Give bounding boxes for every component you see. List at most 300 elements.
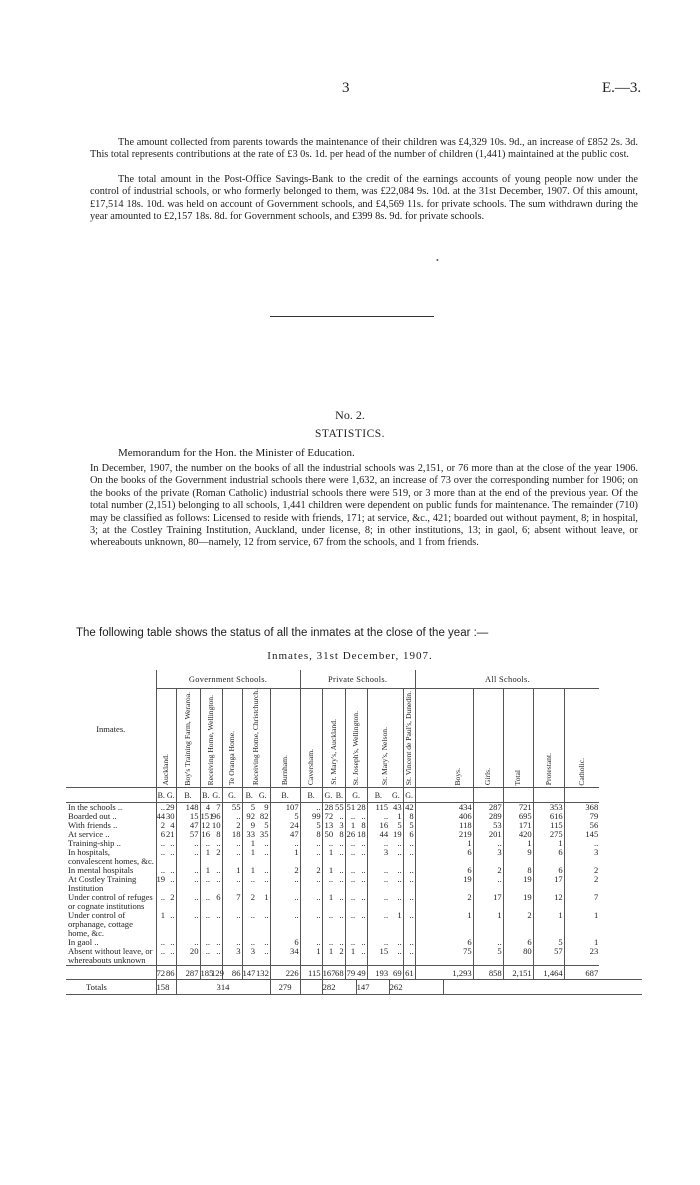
table-cell: .. (403, 911, 415, 938)
table-cell: 29 (166, 802, 175, 813)
table-cell: 19 (443, 875, 473, 893)
table-cell: .. (403, 938, 415, 947)
table-cell: .. (166, 875, 176, 893)
print-speck: • (436, 256, 439, 265)
table-row (66, 848, 642, 866)
table-cell: .. (211, 938, 222, 947)
table-cell: 42 (403, 803, 415, 813)
table-cell: 1 (533, 839, 564, 848)
table-cell: 7 (222, 893, 242, 911)
table-cell: .. (403, 947, 415, 966)
table-cell: .. (176, 839, 200, 848)
table-cell: 3 (383, 847, 389, 858)
row-label: With friends .. (66, 821, 156, 830)
table-cell: 287 (473, 803, 503, 813)
row-label: In hospitals, convalescent homes, &c. (66, 848, 156, 866)
table-cell: .. (328, 838, 334, 849)
row-label: Training-ship .. (66, 839, 156, 848)
table-cell: 18 (222, 830, 242, 839)
table-cell: .. (205, 892, 210, 903)
table-cell: 107 (270, 803, 300, 813)
table-cell: 275 (533, 830, 564, 839)
table-cell: 47 (270, 830, 300, 839)
table-cell: .. (389, 938, 403, 947)
table-row (66, 875, 642, 893)
table-cell: 6 (503, 938, 533, 947)
row-label: Under control of orphanage, cottage home, &c. (66, 911, 156, 938)
col-st-vincent: St. Vincent de Paul's, Dunedin. (403, 689, 415, 788)
table-cell: 6 (160, 829, 165, 840)
table-cell: 1 (270, 848, 300, 866)
table-cell: .. (356, 947, 367, 966)
table-cell: .. (350, 838, 356, 849)
table-cell: 3 (334, 821, 345, 830)
table-cell: 2 (211, 848, 222, 866)
table-cell: .. (383, 838, 389, 849)
table-cell: 8 (300, 830, 322, 839)
table-cell: .. (222, 812, 242, 821)
table-cell: 8 (356, 821, 367, 830)
table-cell: 1 (473, 911, 503, 938)
table-cell: .. (270, 911, 300, 938)
table-cell: .. (473, 839, 503, 848)
table-cell: 1 (533, 911, 564, 938)
row-label: In mental hospitals (66, 866, 156, 875)
table-cell: 1 (250, 865, 255, 876)
col-st-josephs: St. Joseph's, Wellington. (345, 689, 367, 788)
table-cell: .. (176, 938, 200, 947)
table-cell: 57 (176, 830, 200, 839)
table-cell: .. (300, 911, 322, 938)
table-cell: 721 (503, 803, 533, 813)
table-cell: 3 (222, 947, 242, 966)
table-cell: .. (176, 875, 200, 893)
col-st-marys-auckland: St. Mary's, Auckland. (322, 689, 345, 788)
table-cell: 10 (211, 820, 221, 831)
table-cell: .. (166, 911, 176, 938)
row-label: Absent without leave, or whereabouts unknown (66, 947, 156, 966)
table-cell: .. (356, 866, 367, 875)
table-cell: 1 (350, 946, 356, 957)
private-schools-header: Private Schools. (300, 670, 415, 689)
paragraph-parent-contributions: The amount collected from parents towards the maintenance of their children was £4,329 10s. 9d., an increase of £852 2s. 3d. This total represents contributions at the rate of £3 0s. 1d. per head of the number of children (1,441) maintained at the public cost. (90, 137, 638, 161)
table-cell: 72 (324, 811, 334, 822)
table-cell: 30 (166, 811, 175, 822)
table-cell: .. (270, 893, 300, 911)
table-cell: .. (328, 910, 334, 921)
table-cell: 5 (256, 821, 270, 830)
table-cell: 47 (176, 821, 200, 830)
table-cell: 1 (160, 910, 165, 921)
table-cell: 1 (250, 847, 255, 858)
table-cell: 1 (443, 839, 473, 848)
table-cell: .. (356, 893, 367, 911)
table-cell: 6 (211, 893, 222, 911)
table-cell: .. (222, 938, 242, 947)
table-cell: .. (350, 811, 356, 822)
table-cell: .. (350, 865, 356, 876)
table-cell: .. (160, 892, 165, 903)
row-label: In the schools .. (66, 803, 156, 813)
table-cell: .. (403, 875, 415, 893)
table-cell: .. (389, 848, 403, 866)
table-cell: .. (250, 874, 255, 885)
table-cell: .. (383, 892, 389, 903)
col-weraroa: Boy's Training Farm, Weraroa. (176, 689, 200, 788)
totals-row-combined: Totals 158 314 279 282 147 262 (66, 980, 642, 995)
table-cell: .. (166, 938, 176, 947)
table-cell: 82 (256, 812, 270, 821)
table-row (66, 893, 642, 911)
table-cell: 219 (443, 830, 473, 839)
table-cell: .. (222, 848, 242, 866)
col-receiving-wellington: Receiving Home, Wellington. (200, 689, 222, 788)
table-cell: 8 (211, 830, 222, 839)
inmates-header: Inmates. (66, 670, 156, 788)
table-cell: .. (356, 938, 367, 947)
table-cell: 18 (357, 829, 366, 840)
table-cell: .. (211, 875, 222, 893)
table-cell: 2 (593, 865, 599, 876)
table-cell: .. (300, 875, 322, 893)
table-cell: .. (256, 839, 270, 848)
table-cell: 1 (503, 839, 533, 848)
section-number: No. 2. (335, 408, 365, 422)
table-cell: 406 (443, 812, 473, 821)
table-cell: 6 (270, 938, 300, 947)
row-label: At service .. (66, 830, 156, 839)
table-cell: 2 (593, 874, 599, 885)
table-cell: 6 (403, 830, 415, 839)
table-cell: 1 (350, 820, 356, 831)
table-cell: 16 (201, 829, 210, 840)
table-cell: .. (160, 937, 165, 948)
table-cell: .. (300, 938, 322, 947)
col-protestant: Protestant. (533, 689, 564, 788)
table-cell: .. (473, 875, 503, 893)
table-cell: 434 (443, 803, 473, 813)
table-cell: 1 (205, 847, 210, 858)
table-cell: 2 (166, 893, 176, 911)
table-cell: 145 (585, 829, 599, 840)
table-cell: 43 (389, 803, 403, 813)
table-cell: .. (166, 866, 176, 875)
table-cell: .. (211, 911, 222, 938)
table-cell: 5 (270, 812, 300, 821)
table-cell: 19 (389, 830, 403, 839)
table-cell: 96 (211, 811, 221, 822)
table-cell: 6 (443, 866, 473, 875)
table-cell: 4 (166, 821, 176, 830)
table-cell: 1 (389, 812, 403, 821)
table-cell: 171 (503, 821, 533, 830)
table-cell: 51 (346, 802, 356, 813)
col-boys: Boys. (443, 689, 473, 788)
table-cell: .. (176, 848, 200, 866)
table-cell: .. (205, 838, 210, 849)
table-cell: .. (389, 866, 403, 875)
table-cell: 5 (250, 802, 255, 813)
table-cell: .. (256, 911, 270, 938)
table-cell: .. (403, 893, 415, 911)
row-label: In gaol .. (66, 938, 156, 947)
table-cell: 2 (222, 821, 242, 830)
table-cell: .. (334, 839, 345, 848)
table-cell: 2 (443, 893, 473, 911)
table-cell: 3 (473, 848, 503, 866)
table-cell: 99 (300, 812, 322, 821)
col-catholic: Catholic. (577, 757, 587, 786)
table-cell: 1 (250, 838, 255, 849)
table-cell: 35 (256, 830, 270, 839)
table-cell: 2 (334, 947, 345, 966)
table-cell: .. (250, 937, 255, 948)
table-cell: .. (300, 803, 322, 813)
col-auckland: Auckland. (156, 689, 176, 788)
sex-subheader-row: B. G. B. B. G. G. B. G. B. B. G. B. G. B. G. G. (66, 788, 642, 803)
table-cell: 368 (585, 802, 599, 813)
table-cell: .. (334, 911, 345, 938)
table-cell: .. (300, 893, 322, 911)
table-cell: 55 (222, 803, 242, 813)
table-cell: .. (176, 893, 200, 911)
table-cell: .. (356, 875, 367, 893)
table-cell: .. (356, 812, 367, 821)
table-cell: 53 (473, 821, 503, 830)
col-burnham: Burnham. (270, 689, 300, 788)
table-cell: 1 (443, 911, 473, 938)
table-cell: 17 (473, 893, 503, 911)
table-cell: 8 (334, 830, 345, 839)
table-cell: 353 (533, 803, 564, 813)
table-cell: 80 (503, 947, 533, 966)
table-cell: 92 (246, 811, 255, 822)
table-cell: .. (334, 848, 345, 866)
table-cell: 20 (176, 947, 200, 966)
table-cell: 6 (443, 848, 473, 866)
table-cell: 2 (270, 866, 300, 875)
table-cell: .. (166, 947, 176, 966)
table-cell: .. (403, 866, 415, 875)
table-cell: 15 (379, 946, 389, 957)
table-cell: .. (334, 812, 345, 821)
table-cell: 118 (443, 821, 473, 830)
table-row (66, 947, 642, 966)
table-cell: 7 (211, 803, 222, 813)
table-cell: .. (222, 875, 242, 893)
table-cell: 115 (533, 821, 564, 830)
table-cell: 9 (250, 820, 255, 831)
table-cell: 695 (503, 812, 533, 821)
totals-label: Totals (66, 980, 156, 995)
table-cell: 1 (389, 911, 403, 938)
table-cell: 3 (250, 946, 255, 957)
table-cell: 148 (176, 803, 200, 813)
table-cell: 1 (593, 937, 599, 948)
table-body (66, 803, 642, 966)
table-cell: .. (383, 811, 389, 822)
inmates-table (66, 670, 642, 995)
totals-row-detail: 72 86 287 185 129 86 147 132 226 115 167 68 79 49 193 69 61 1,293 858 2,151 1,464 687 (66, 966, 642, 980)
table-cell: 23 (589, 946, 599, 957)
table-cell: 16 (379, 820, 389, 831)
table-cell: 44 (156, 811, 166, 822)
table-cell: 1 (222, 866, 242, 875)
table-cell: 17 (533, 875, 564, 893)
table-cell: .. (389, 875, 403, 893)
table-cell: .. (166, 848, 176, 866)
table-cell: 28 (324, 802, 334, 813)
table-cell: 616 (533, 812, 564, 821)
group-header-row (66, 670, 642, 689)
table-cell: .. (176, 911, 200, 938)
table-cell: .. (160, 838, 165, 849)
table-cell: 5 (473, 947, 503, 966)
col-total: Total (503, 689, 533, 788)
table-cell: .. (160, 847, 165, 858)
table-cell: .. (222, 911, 242, 938)
table-cell: .. (350, 874, 356, 885)
table-cell: 19 (503, 875, 533, 893)
col-st-marys-nelson: St. Mary's, Nelson. (367, 689, 403, 788)
table-cell: .. (383, 874, 389, 885)
table-cell: .. (383, 910, 389, 921)
table-cell: 201 (473, 830, 503, 839)
table-cell: .. (270, 839, 300, 848)
table-cell: 151 (200, 811, 214, 822)
table-cell: 5 (403, 821, 415, 830)
table-cell: .. (350, 937, 356, 948)
table-cell: 1 (300, 947, 322, 966)
table-cell: 28 (357, 802, 366, 813)
table-cell: 1 (328, 946, 334, 957)
table-cell: 44 (379, 829, 389, 840)
table-cell: .. (356, 839, 367, 848)
table-cell: 1 (328, 847, 334, 858)
table-cell: 5 (300, 821, 322, 830)
table-cell: .. (300, 848, 322, 866)
row-label: Under control of refuges or cognate institutions (66, 893, 156, 911)
col-girls: Girls. (473, 689, 503, 788)
statistics-paragraph: In December, 1907, the number on the books of all the industrial schools was 2,151, or 76 more than at the close of the year 1906. On the books of the Government industrial schools there were 1,632, an increase of 73 over the corresponding number for 1906; on the books of the private (Roman Catholic) industrial schools there were 519, or 3 more than at the end of the previous year. Of the total number (2,151) belonging to all schools, 1,441 children were dependent on public funds for maintenance. The remainder (710) may be classified as follows: Licensed to reside with friends, 171; at service, &c., 421; boarded out without payment, 8; in hospital, 3; at the Costley Training Institution, Auckland, under license, 8; in other institutions, 13; in gaol, 6; absent without leave, or whereabouts unknown, 80—namely, 12 from service, 67 from the schools, and 1 from friends. (90, 463, 638, 549)
table-cell: 6 (533, 848, 564, 866)
table-cell: 55 (335, 802, 344, 813)
table-cell: .. (473, 938, 503, 947)
section-divider (270, 316, 434, 317)
table-cell: 1 (328, 865, 334, 876)
table-cell: .. (256, 947, 270, 966)
table-cell: .. (160, 946, 165, 957)
table-cell: 24 (270, 821, 300, 830)
table-cell: .. (300, 839, 322, 848)
table-cell: 57 (533, 947, 564, 966)
table-cell: .. (350, 847, 356, 858)
row-label: At Costley Training Institution (66, 875, 156, 893)
table-cell: .. (205, 910, 210, 921)
table-cell: 19 (156, 874, 166, 885)
table-cell: .. (211, 866, 222, 875)
table-cell: 9 (256, 803, 270, 813)
table-cell: .. (403, 839, 415, 848)
table-cell: 75 (443, 947, 473, 966)
table-cell: 12 (533, 893, 564, 911)
table-cell: 1 (205, 865, 210, 876)
table-cell: 34 (270, 947, 300, 966)
table-cell: 7 (593, 892, 599, 903)
table-cell: 33 (246, 829, 255, 840)
table-cell: .. (256, 866, 270, 875)
table-cell: .. (176, 866, 200, 875)
table-cell: .. (383, 937, 389, 948)
table-cell: 1 (256, 893, 270, 911)
table-cell: 2 (250, 892, 255, 903)
table-cell: 4 (205, 802, 210, 813)
table-cell: .. (350, 910, 356, 921)
table-cell: .. (389, 839, 403, 848)
table-cell: .. (256, 875, 270, 893)
government-schools-header: Government Schools. (156, 670, 300, 689)
table-title: Inmates, 31st December, 1907. (267, 650, 433, 662)
table-cell: .. (356, 848, 367, 866)
table-cell: .. (334, 938, 345, 947)
table-cell: .. (389, 947, 403, 966)
table-cell: .. (205, 874, 210, 885)
table-cell: 8 (503, 866, 533, 875)
table-cell: 26 (346, 829, 356, 840)
table-row (66, 911, 642, 938)
col-caversham: Caversham. (300, 689, 322, 788)
table-cell: 13 (324, 820, 334, 831)
table-cell: .. (350, 892, 356, 903)
table-cell: 19 (503, 893, 533, 911)
table-cell: .. (256, 848, 270, 866)
table-cell: 2 (160, 820, 165, 831)
table-cell: 12 (201, 820, 210, 831)
table-cell: .. (403, 848, 415, 866)
section-title: STATISTICS. (314, 428, 386, 440)
table-cell: 79 (589, 811, 599, 822)
table-cell: 6 (533, 866, 564, 875)
table-cell: .. (328, 937, 334, 948)
table-cell: 2 (300, 866, 322, 875)
table-cell: 6 (443, 938, 473, 947)
table-cell: 56 (589, 820, 599, 831)
table-cell: 5 (389, 821, 403, 830)
table-cell: .. (166, 839, 176, 848)
table-cell: 1 (328, 892, 334, 903)
table-cell: 50 (324, 829, 334, 840)
table-cell: 5 (533, 938, 564, 947)
table-cell: .. (334, 866, 345, 875)
table-cell: .. (211, 947, 222, 966)
table-cell: .. (593, 838, 599, 849)
table-cell: 8 (403, 812, 415, 821)
table-cell: .. (256, 938, 270, 947)
table-cell: .. (334, 875, 345, 893)
table-lead-sentence: The following table shows the status of all the inmates at the close of the year :— (76, 627, 489, 639)
paragraph-savings-bank: The total amount in the Post-Office Savings-Bank to the credit of the earnings accounts of young people now under the control of industrial schools, or who formerly belonged to them, was £22,084 9s. 10d. at the 31st December, 1907. Of this amount, £17,514 18s. 10d. was held on account of Government schools, and £4,569 11s. for private schools. The sum withdrawn during the year amounted to £2,157 18s. 8d. for Government schools, and £399 8s. 9d. for private schools. (90, 174, 638, 223)
table-cell: .. (356, 911, 367, 938)
table-cell: .. (222, 839, 242, 848)
table-cell: 115 (375, 802, 389, 813)
page-number: 3 (342, 80, 350, 96)
table-cell: .. (270, 875, 300, 893)
table-cell: 3 (593, 847, 599, 858)
table-cell: .. (160, 865, 165, 876)
row-label: Boarded out .. (66, 812, 156, 821)
table-cell: 1 (593, 910, 599, 921)
table-cell: 9 (503, 848, 533, 866)
